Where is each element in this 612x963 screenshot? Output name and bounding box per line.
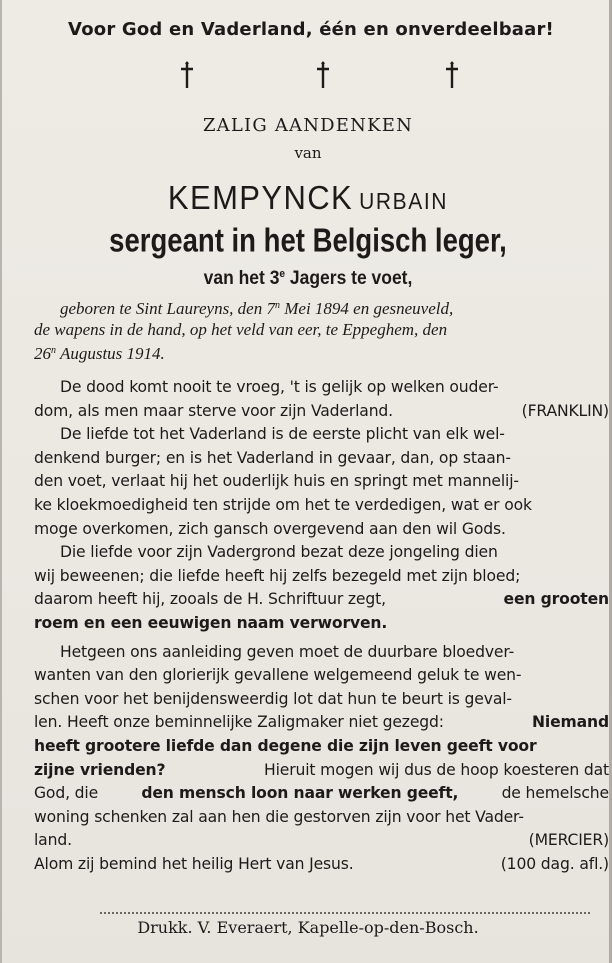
cross-icon: [442, 60, 462, 90]
text-line: daarom heeft hij, zooals de H. Schriftuur zegt, een grooten: [34, 590, 609, 609]
unit-text: van het 3: [203, 268, 280, 289]
text-line: De liefde tot het Vaderland is de eerste plicht van elk wel-: [60, 425, 505, 444]
text-line: roem en een eeuwigen naam verworven.: [34, 613, 388, 632]
text-line: len. Heeft onze beminnelijke Zaligmaker niet gezegd: Niemand: [34, 713, 609, 732]
text-line: De dood komt nooit te vroeg, 't is gelijk op welken ouder-: [60, 378, 499, 396]
text-line: zijne vrienden? Hieruit mogen wij dus de hoop koesteren dat: [34, 760, 609, 779]
birth-line-1: geboren te Sint Laureyns, den 7$^n$ Mei 1894 en gesneuveld,: [60, 299, 454, 318]
text-line: heeft grootere liefde dan degene die zijn leven geeft voor: [34, 736, 537, 755]
birth-details: [34, 295, 609, 364]
text-line: denkend burger; en is het Vaderland in gevaar, dan, op staan-: [34, 448, 511, 467]
motto: Voor God en Vaderland, één en onverdeelbaar!: [68, 19, 554, 40]
text-line: dom, als men maar sterve voor zijn Vaderland. (FRANKLIN): [34, 400, 609, 424]
cross-icon: [313, 60, 333, 90]
firstname: URBAIN: [359, 189, 449, 215]
rank-line: sergeant in het Belgisch leger,: [109, 221, 507, 259]
quote-source: (FRANKLIN): [521, 401, 609, 420]
text-line: woning schenken zal aan hen die gestorven zijn voor het Vader-: [34, 807, 524, 826]
text-line: God, die den mensch loon naar werken geeft, de hemelsche: [34, 784, 609, 803]
quote-source: (MERCIER): [528, 831, 609, 850]
heading: ZALIG AANDENKEN: [202, 115, 414, 136]
dotted-separator: [100, 912, 590, 914]
text-line: wanten van den glorierijk gevallene welgemeend geluk te wen-: [34, 666, 522, 685]
deceased-name: [2, 179, 612, 218]
text-line: den voet, verlaat hij het ouderlijk huis en springt met mannelij-: [34, 472, 519, 491]
birth-line-3: 26$^n$ Augustus 1914.: [34, 344, 165, 363]
van-label: van: [294, 144, 322, 162]
memorial-text: [34, 376, 609, 876]
birth-line-2: de wapens in de hand, op het veld van eer, te Eppeghem, den: [34, 320, 448, 339]
unit-sup: e: [279, 268, 286, 280]
crosses-row: [2, 60, 612, 94]
text-line: land. (MERCIER): [34, 829, 609, 853]
unit-line: [26, 268, 589, 290]
text-line: wij beweenen; die liefde heeft hij zelfs bezegeld met zijn bloed;: [34, 566, 521, 585]
text-line: Die liefde voor zijn Vadergrond bezat deze jongeling dien: [60, 543, 498, 562]
unit-text-after: Jagers te voet,: [285, 268, 413, 289]
printer-imprint: Drukk. V. Everaert, Kapelle-op-den-Bosch.: [137, 918, 479, 937]
text-line: schen voor het benijdensweerdig lot dat hun te beurt is geval-: [34, 689, 512, 708]
text-line: Hetgeen ons aanleiding geven moet de duurbare bloedver-: [60, 642, 515, 661]
surname: KEMPYNCK: [167, 178, 354, 217]
text-line: moge overkomen, zich gansch overgevend aan den wil Gods.: [34, 519, 506, 538]
text-line: ke kloekmoedigheid ten strijde om het te verdedigen, wat er ook: [34, 495, 532, 514]
closing-line: Alom zij bemind het heilig Hert van Jesus. (100 dag. afl.): [34, 853, 609, 877]
cross-icon: [177, 60, 197, 90]
indulgence: (100 dag. afl.): [500, 854, 609, 873]
